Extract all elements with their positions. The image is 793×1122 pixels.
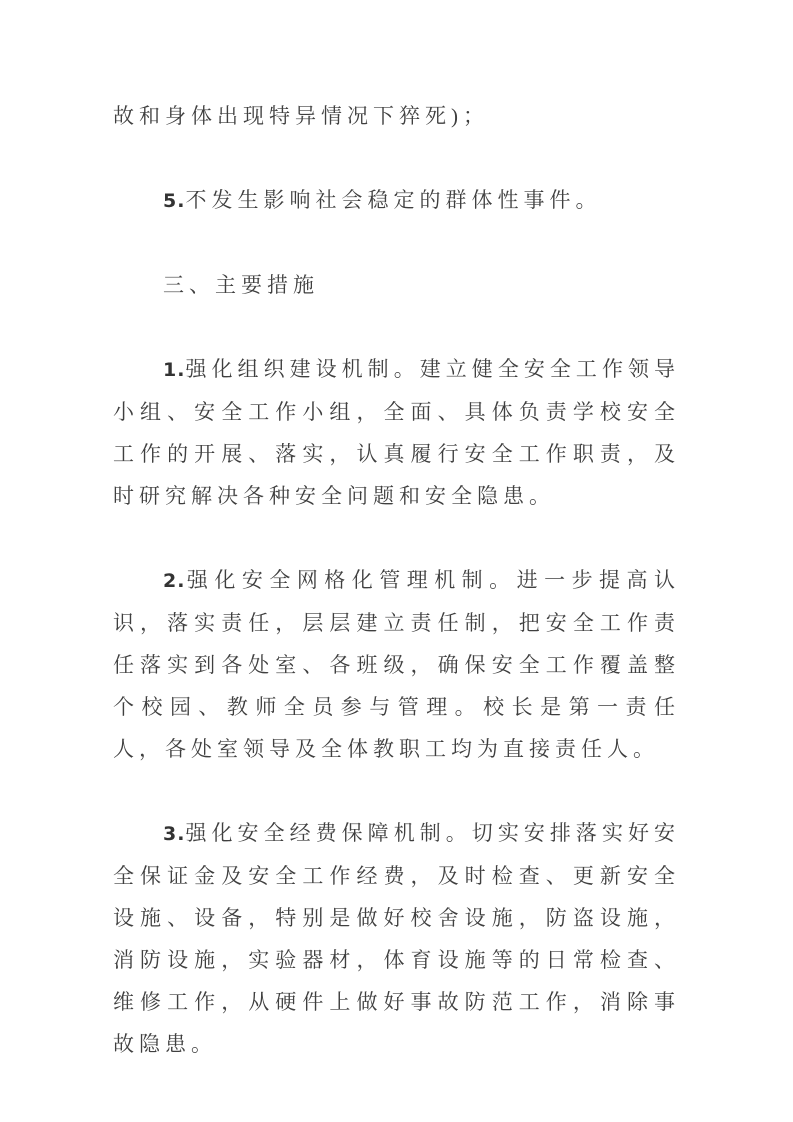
- paragraph-text: 三、主要措施: [163, 273, 319, 297]
- paragraph-list-item: [113, 179, 680, 222]
- paragraph-number: 2.: [163, 570, 186, 592]
- paragraph-text: 不发生影响社会稳定的群体性事件。: [185, 188, 602, 212]
- paragraph-continuation: [113, 95, 680, 137]
- paragraph-paragraph: [113, 348, 680, 517]
- paragraph-text: 故和身体出现特异情况下猝死)；: [113, 104, 489, 128]
- paragraph-heading: [113, 264, 680, 306]
- paragraph-number: 1.: [163, 359, 186, 381]
- paragraph-paragraph: [113, 812, 680, 1065]
- paragraph-text: 强化安全经费保障机制。切实安排落实好安全保证金及安全工作经费，及时检查、更新安全设施、设备，特别是做好校舍设施，防盗设施，消防设施，实验器材，体育设施等的日常检查、维修工作，从硬件上做好事故防范工作，消除事故隐患。: [113, 821, 680, 1056]
- paragraph-paragraph: [113, 559, 680, 770]
- paragraph-number: 5.: [163, 190, 186, 212]
- paragraph-text: 强化组织建设机制。建立健全安全工作领导小组、安全工作小组，全面、具体负责学校安全工作的开展、落实，认真履行安全工作职责，及时研究解决各种安全问题和安全隐患。: [113, 357, 680, 508]
- paragraph-text: 强化安全网格化管理机制。进一步提高认识，落实责任，层层建立责任制，把安全工作责任落实到各处室、各班级，确保安全工作覆盖整个校园、教师全员参与管理。校长是第一责任人，各处室领导及全体教职工均为直接责任人。: [113, 568, 680, 761]
- paragraph-number: 3.: [163, 823, 186, 845]
